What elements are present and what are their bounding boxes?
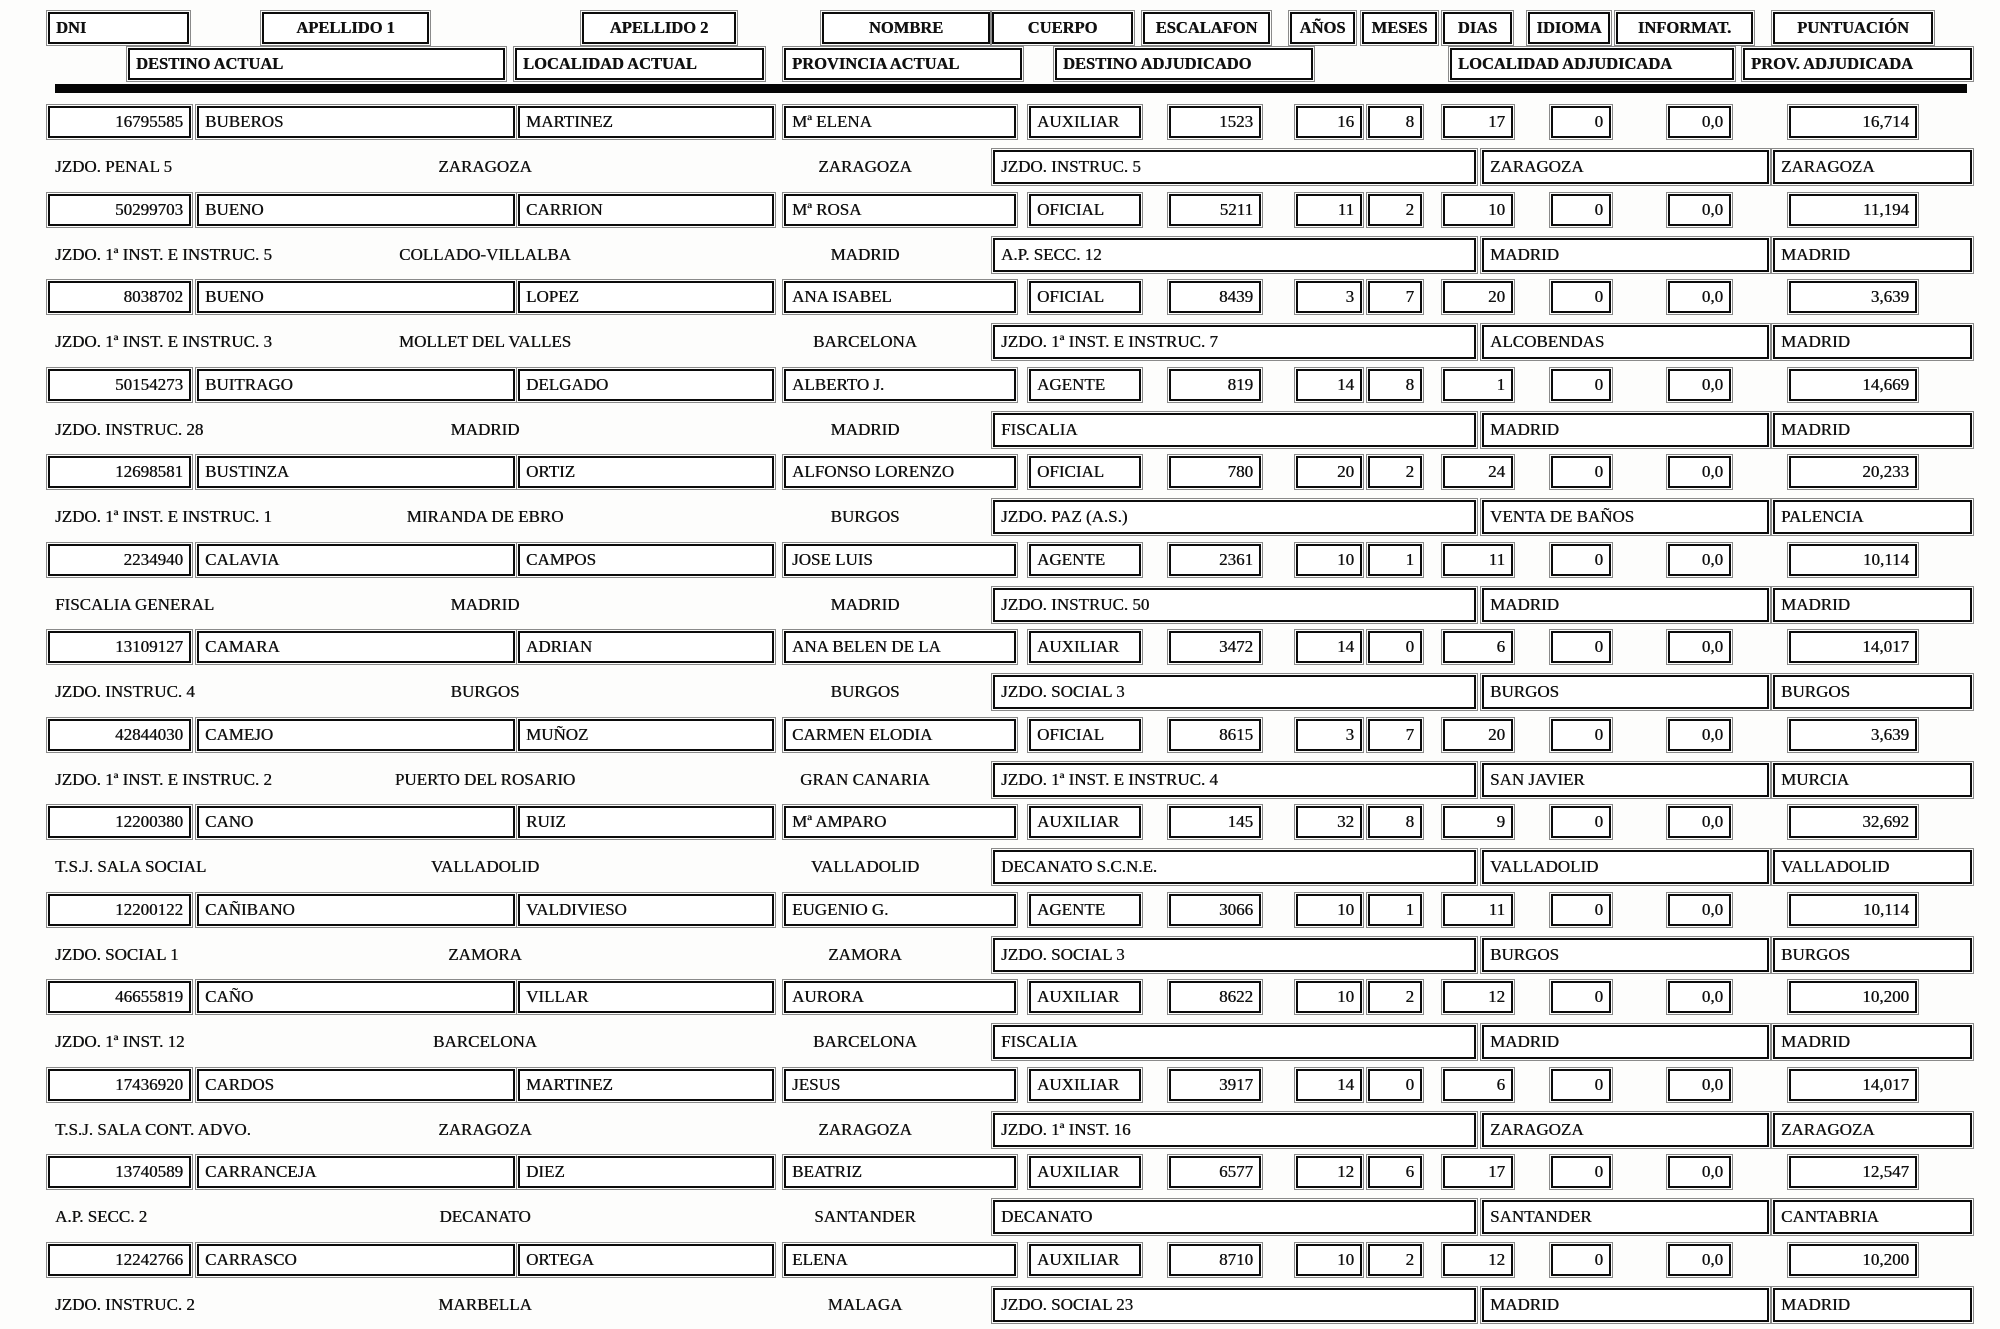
apellido2-value: VILLAR xyxy=(518,981,774,1013)
nombre-value: Mª ELENA xyxy=(784,106,1016,138)
nombre-value: Mª ROSA xyxy=(784,194,1016,226)
informat-value: 0,0 xyxy=(1668,1069,1731,1101)
provincia-actual-value: BURGOS xyxy=(830,507,900,526)
escalafon-value: 1523 xyxy=(1169,106,1261,138)
destino-actual-value: JZDO. 1ª INST. E INSTRUC. 1 xyxy=(55,507,272,526)
cuerpo-value: AUXILIAR xyxy=(1029,1069,1141,1101)
idioma-value: 0 xyxy=(1551,281,1611,313)
anos-value: 11 xyxy=(1296,194,1362,226)
meses-value: 7 xyxy=(1368,719,1422,751)
puntuacion-value: 10,200 xyxy=(1789,1244,1917,1276)
meses-value: 0 xyxy=(1368,1069,1422,1101)
localidad-adjudicada-value: SAN JAVIER xyxy=(1482,763,1769,797)
idioma-value: 0 xyxy=(1551,106,1611,138)
provincia-actual-value: VALLADOLID xyxy=(810,857,920,876)
informat-value: 0,0 xyxy=(1668,106,1731,138)
prov-adjudicada-value: MADRID xyxy=(1773,413,1972,447)
header-destino-actual: DESTINO ACTUAL xyxy=(128,48,505,80)
anos-value: 3 xyxy=(1296,281,1362,313)
header-prov-adjudicada: PROV. ADJUDICADA xyxy=(1743,48,1972,80)
dias-value: 17 xyxy=(1443,106,1513,138)
idioma-value: 0 xyxy=(1551,631,1611,663)
puntuacion-value: 16,714 xyxy=(1789,106,1917,138)
dni-value: 50154273 xyxy=(48,369,191,401)
destino-adjudicado-value: JZDO. 1ª INST. E INSTRUC. 7 xyxy=(993,325,1476,359)
localidad-actual-value: COLLADO-VILLALBA xyxy=(399,244,571,264)
escalafon-value: 8622 xyxy=(1169,981,1261,1013)
destino-actual-value: JZDO. 1ª INST. E INSTRUC. 2 xyxy=(55,769,272,789)
informat-value: 0,0 xyxy=(1668,1244,1731,1276)
localidad-adjudicada-value: SANTANDER xyxy=(1482,1200,1769,1234)
puntuacion-value: 10,200 xyxy=(1789,981,1917,1013)
destino-adjudicado-value: JZDO. 1ª INST. 16 xyxy=(993,1113,1476,1147)
cuerpo-value: OFICIAL xyxy=(1029,281,1141,313)
provincia-actual-value: ZARAGOZA xyxy=(818,157,912,176)
informat-value: 0,0 xyxy=(1668,456,1731,488)
nombre-value: ANA BELEN DE LA xyxy=(784,631,1016,663)
informat-value: 0,0 xyxy=(1668,369,1731,401)
meses-value: 6 xyxy=(1368,1156,1422,1188)
nombre-value: CARMEN ELODIA xyxy=(784,719,1016,751)
localidad-adjudicada-value: MADRID xyxy=(1482,588,1769,622)
localidad-actual-value: PUERTO DEL ROSARIO xyxy=(394,769,576,789)
localidad-actual-value: MOLLET DEL VALLES xyxy=(398,332,572,351)
localidad-actual-value: ZAMORA xyxy=(448,944,522,964)
localidad-adjudicada-value: MADRID xyxy=(1482,1025,1769,1059)
destino-actual-value: T.S.J. SALA SOCIAL xyxy=(55,857,207,876)
provincia-actual-value: ZAMORA xyxy=(828,944,902,964)
header-provincia-actual: PROVINCIA ACTUAL xyxy=(784,48,1022,80)
destino-adjudicado-value: JZDO. SOCIAL 23 xyxy=(993,1288,1476,1322)
header-dias: DIAS xyxy=(1443,12,1512,44)
provincia-actual-value: BURGOS xyxy=(830,682,900,701)
cuerpo-value: OFICIAL xyxy=(1029,719,1141,751)
prov-adjudicada-value: MURCIA xyxy=(1773,763,1972,797)
apellido1-value: CANO xyxy=(197,806,515,838)
table-row xyxy=(0,96,2000,184)
prov-adjudicada-value: ZARAGOZA xyxy=(1773,1113,1972,1147)
idioma-value: 0 xyxy=(1551,719,1611,751)
localidad-adjudicada-value: VALLADOLID xyxy=(1482,850,1769,884)
table-row xyxy=(0,796,2000,884)
header-localidad-adjudicada: LOCALIDAD ADJUDICADA xyxy=(1450,48,1734,80)
anos-value: 14 xyxy=(1296,631,1362,663)
dias-value: 20 xyxy=(1443,281,1513,313)
puntuacion-value: 32,692 xyxy=(1789,806,1917,838)
header-destino-adjudicado: DESTINO ADJUDICADO xyxy=(1055,48,1313,80)
localidad-adjudicada-value: BURGOS xyxy=(1482,675,1769,709)
provincia-actual-value: MADRID xyxy=(830,419,900,439)
apellido1-value: CAÑO xyxy=(197,981,515,1013)
idioma-value: 0 xyxy=(1551,544,1611,576)
dias-value: 10 xyxy=(1443,194,1513,226)
puntuacion-value: 14,669 xyxy=(1789,369,1917,401)
apellido1-value: BUSTINZA xyxy=(197,456,515,488)
table-row xyxy=(0,1059,2000,1147)
apellido2-value: VALDIVIESO xyxy=(518,894,774,926)
dias-value: 24 xyxy=(1443,456,1513,488)
puntuacion-value: 10,114 xyxy=(1789,544,1917,576)
cuerpo-value: AGENTE xyxy=(1029,369,1141,401)
puntuacion-value: 14,017 xyxy=(1789,1069,1917,1101)
anos-value: 10 xyxy=(1296,1244,1362,1276)
header-informat: INFORMAT. xyxy=(1616,12,1753,44)
destino-adjudicado-value: JZDO. SOCIAL 3 xyxy=(993,938,1476,972)
header-nombre: NOMBRE xyxy=(822,12,990,44)
informat-value: 0,0 xyxy=(1668,806,1731,838)
destino-actual-value: JZDO. INSTRUC. 4 xyxy=(55,682,195,701)
destino-actual-value: JZDO. PENAL 5 xyxy=(55,157,172,176)
meses-value: 2 xyxy=(1368,194,1422,226)
dni-value: 2234940 xyxy=(48,544,191,576)
informat-value: 0,0 xyxy=(1668,631,1731,663)
cuerpo-value: AUXILIAR xyxy=(1029,106,1141,138)
provincia-actual-value: ZARAGOZA xyxy=(818,1119,912,1139)
informat-value: 0,0 xyxy=(1668,281,1731,313)
table-row xyxy=(0,884,2000,972)
apellido1-value: CAMEJO xyxy=(197,719,515,751)
nombre-value: ELENA xyxy=(784,1244,1016,1276)
header-idioma: IDIOMA xyxy=(1528,12,1610,44)
anos-value: 10 xyxy=(1296,544,1362,576)
table-row xyxy=(0,709,2000,797)
meses-value: 2 xyxy=(1368,456,1422,488)
provincia-actual-value: MADRID xyxy=(830,244,900,264)
destino-adjudicado-value: A.P. SECC. 12 xyxy=(993,238,1476,272)
nombre-value: EUGENIO G. xyxy=(784,894,1016,926)
header-apellido2: APELLIDO 2 xyxy=(582,12,736,44)
meses-value: 1 xyxy=(1368,894,1422,926)
puntuacion-value: 3,639 xyxy=(1789,281,1917,313)
localidad-adjudicada-value: MADRID xyxy=(1482,1288,1769,1322)
localidad-actual-value: BURGOS xyxy=(450,682,520,701)
nombre-value: AURORA xyxy=(784,981,1016,1013)
cuerpo-value: AUXILIAR xyxy=(1029,1156,1141,1188)
escalafon-value: 145 xyxy=(1169,806,1261,838)
dni-value: 8038702 xyxy=(48,281,191,313)
apellido1-value: CARDOS xyxy=(197,1069,515,1101)
nombre-value: ALBERTO J. xyxy=(784,369,1016,401)
nombre-value: JESUS xyxy=(784,1069,1016,1101)
prov-adjudicada-value: VALLADOLID xyxy=(1773,850,1972,884)
dni-value: 50299703 xyxy=(48,194,191,226)
cuerpo-value: AGENTE xyxy=(1029,544,1141,576)
apellido1-value: CARRASCO xyxy=(197,1244,515,1276)
prov-adjudicada-value: BURGOS xyxy=(1773,938,1972,972)
table-row xyxy=(0,184,2000,272)
localidad-actual-value: MIRANDA DE EBRO xyxy=(406,507,564,526)
apellido1-value: BUITRAGO xyxy=(197,369,515,401)
header-dni: DNI xyxy=(48,12,189,44)
destino-adjudicado-value: DECANATO S.C.N.E. xyxy=(993,850,1476,884)
idioma-value: 0 xyxy=(1551,1069,1611,1101)
nombre-value: ALFONSO LORENZO xyxy=(784,456,1016,488)
puntuacion-value: 20,233 xyxy=(1789,456,1917,488)
dni-value: 17436920 xyxy=(48,1069,191,1101)
anos-value: 12 xyxy=(1296,1156,1362,1188)
header-cuerpo: CUERPO xyxy=(992,12,1133,44)
prov-adjudicada-value: MADRID xyxy=(1773,325,1972,359)
header-meses: MESES xyxy=(1362,12,1437,44)
escalafon-value: 2361 xyxy=(1169,544,1261,576)
dias-value: 12 xyxy=(1443,1244,1513,1276)
cuerpo-value: AGENTE xyxy=(1029,894,1141,926)
table-row xyxy=(0,1146,2000,1234)
localidad-actual-value: MADRID xyxy=(450,594,520,614)
prov-adjudicada-value: MADRID xyxy=(1773,1025,1972,1059)
localidad-actual-value: MARBELLA xyxy=(438,1294,532,1314)
destino-adjudicado-value: JZDO. 1ª INST. E INSTRUC. 4 xyxy=(993,763,1476,797)
cuerpo-value: AUXILIAR xyxy=(1029,806,1141,838)
localidad-adjudicada-value: VENTA DE BAÑOS xyxy=(1482,500,1769,534)
cuerpo-value: OFICIAL xyxy=(1029,456,1141,488)
informat-value: 0,0 xyxy=(1668,894,1731,926)
destino-adjudicado-value: DECANATO xyxy=(993,1200,1476,1234)
puntuacion-value: 3,639 xyxy=(1789,719,1917,751)
escalafon-value: 6577 xyxy=(1169,1156,1261,1188)
anos-value: 10 xyxy=(1296,981,1362,1013)
dias-value: 11 xyxy=(1443,894,1513,926)
anos-value: 3 xyxy=(1296,719,1362,751)
anos-value: 14 xyxy=(1296,369,1362,401)
destino-actual-value: JZDO. 1ª INST. E INSTRUC. 5 xyxy=(55,244,272,264)
dni-value: 12698581 xyxy=(48,456,191,488)
dias-value: 6 xyxy=(1443,1069,1513,1101)
prov-adjudicada-value: MADRID xyxy=(1773,588,1972,622)
nombre-value: Mª AMPARO xyxy=(784,806,1016,838)
escalafon-value: 780 xyxy=(1169,456,1261,488)
cuerpo-value: AUXILIAR xyxy=(1029,631,1141,663)
header-escalafon: ESCALAFON xyxy=(1143,12,1270,44)
provincia-actual-value: MALAGA xyxy=(827,1294,903,1314)
table-row xyxy=(0,971,2000,1059)
meses-value: 8 xyxy=(1368,369,1422,401)
anos-value: 20 xyxy=(1296,456,1362,488)
destino-adjudicado-value: JZDO. SOCIAL 3 xyxy=(993,675,1476,709)
localidad-actual-value: VALLADOLID xyxy=(430,857,540,876)
dias-value: 11 xyxy=(1443,544,1513,576)
prov-adjudicada-value: ZARAGOZA xyxy=(1773,150,1972,184)
destino-actual-value: JZDO. SOCIAL 1 xyxy=(55,944,179,964)
table-row xyxy=(0,359,2000,447)
table-row xyxy=(0,446,2000,534)
meses-value: 8 xyxy=(1368,806,1422,838)
puntuacion-value: 10,114 xyxy=(1789,894,1917,926)
prov-adjudicada-value: BURGOS xyxy=(1773,675,1972,709)
header-puntuacion: PUNTUACIÓN xyxy=(1773,12,1933,44)
localidad-adjudicada-value: ZARAGOZA xyxy=(1482,150,1769,184)
table-row xyxy=(0,621,2000,709)
informat-value: 0,0 xyxy=(1668,981,1731,1013)
anos-value: 16 xyxy=(1296,106,1362,138)
destino-actual-value: T.S.J. SALA CONT. ADVO. xyxy=(55,1119,251,1139)
apellido2-value: DELGADO xyxy=(518,369,774,401)
destino-adjudicado-value: FISCALIA xyxy=(993,1025,1476,1059)
meses-value: 1 xyxy=(1368,544,1422,576)
puntuacion-value: 11,194 xyxy=(1789,194,1917,226)
destino-adjudicado-value: JZDO. INSTRUC. 50 xyxy=(993,588,1476,622)
meses-value: 8 xyxy=(1368,106,1422,138)
prov-adjudicada-value: MADRID xyxy=(1773,238,1972,272)
localidad-actual-value: DECANATO xyxy=(439,1207,531,1226)
apellido1-value: BUENO xyxy=(197,194,515,226)
dni-value: 46655819 xyxy=(48,981,191,1013)
table-row xyxy=(0,1234,2000,1322)
localidad-adjudicada-value: MADRID xyxy=(1482,413,1769,447)
provincia-actual-value: GRAN CANARIA xyxy=(800,769,930,789)
apellido2-value: MUÑOZ xyxy=(518,719,774,751)
idioma-value: 0 xyxy=(1551,194,1611,226)
apellido2-value: RUIZ xyxy=(518,806,774,838)
informat-value: 0,0 xyxy=(1668,719,1731,751)
dni-value: 42844030 xyxy=(48,719,191,751)
idioma-value: 0 xyxy=(1551,1244,1611,1276)
destino-adjudicado-value: JZDO. INSTRUC. 5 xyxy=(993,150,1476,184)
anos-value: 32 xyxy=(1296,806,1362,838)
escalafon-value: 8710 xyxy=(1169,1244,1261,1276)
dni-value: 12200122 xyxy=(48,894,191,926)
localidad-actual-value: ZARAGOZA xyxy=(438,157,532,176)
cuerpo-value: AUXILIAR xyxy=(1029,1244,1141,1276)
idioma-value: 0 xyxy=(1551,806,1611,838)
nombre-value: JOSE LUIS xyxy=(784,544,1016,576)
dias-value: 6 xyxy=(1443,631,1513,663)
meses-value: 2 xyxy=(1368,981,1422,1013)
apellido2-value: ORTIZ xyxy=(518,456,774,488)
dni-value: 13109127 xyxy=(48,631,191,663)
informat-value: 0,0 xyxy=(1668,1156,1731,1188)
destino-actual-value: JZDO. INSTRUC. 28 xyxy=(55,419,204,439)
apellido1-value: CAMARA xyxy=(197,631,515,663)
prov-adjudicada-value: CANTABRIA xyxy=(1773,1200,1972,1234)
anos-value: 14 xyxy=(1296,1069,1362,1101)
dias-value: 1 xyxy=(1443,369,1513,401)
cuerpo-value: AUXILIAR xyxy=(1029,981,1141,1013)
localidad-adjudicada-value: ALCOBENDAS xyxy=(1482,325,1769,359)
nombre-value: ANA ISABEL xyxy=(784,281,1016,313)
informat-value: 0,0 xyxy=(1668,544,1731,576)
table-row xyxy=(0,271,2000,359)
anos-value: 10 xyxy=(1296,894,1362,926)
apellido2-value: CAMPOS xyxy=(518,544,774,576)
idioma-value: 0 xyxy=(1551,981,1611,1013)
table-row xyxy=(0,534,2000,622)
escalafon-value: 8439 xyxy=(1169,281,1261,313)
destino-actual-value: A.P. SECC. 2 xyxy=(55,1207,148,1226)
apellido1-value: CARRANCEJA xyxy=(197,1156,515,1188)
dias-value: 17 xyxy=(1443,1156,1513,1188)
dni-value: 13740589 xyxy=(48,1156,191,1188)
dni-value: 12200380 xyxy=(48,806,191,838)
apellido2-value: MARTINEZ xyxy=(518,106,774,138)
destino-actual-value: JZDO. 1ª INST. 12 xyxy=(55,1032,185,1051)
header-divider-rule xyxy=(55,84,1967,93)
provincia-actual-value: BARCELONA xyxy=(813,332,917,351)
localidad-actual-value: ZARAGOZA xyxy=(438,1119,532,1139)
idioma-value: 0 xyxy=(1551,894,1611,926)
nombre-value: BEATRIZ xyxy=(784,1156,1016,1188)
informat-value: 0,0 xyxy=(1668,194,1731,226)
dni-value: 12242766 xyxy=(48,1244,191,1276)
localidad-actual-value: MADRID xyxy=(450,419,520,439)
escalafon-value: 5211 xyxy=(1169,194,1261,226)
meses-value: 7 xyxy=(1368,281,1422,313)
header-apellido1: APELLIDO 1 xyxy=(262,12,429,44)
apellido1-value: CALAVIA xyxy=(197,544,515,576)
escalafon-value: 3917 xyxy=(1169,1069,1261,1101)
provincia-actual-value: SANTANDER xyxy=(814,1207,916,1226)
provincia-actual-value: BARCELONA xyxy=(813,1032,917,1051)
apellido2-value: MARTINEZ xyxy=(518,1069,774,1101)
header-localidad-actual: LOCALIDAD ACTUAL xyxy=(515,48,764,80)
cuerpo-value: OFICIAL xyxy=(1029,194,1141,226)
dias-value: 20 xyxy=(1443,719,1513,751)
meses-value: 2 xyxy=(1368,1244,1422,1276)
prov-adjudicada-value: PALENCIA xyxy=(1773,500,1972,534)
dias-value: 9 xyxy=(1443,806,1513,838)
puntuacion-value: 14,017 xyxy=(1789,631,1917,663)
meses-value: 0 xyxy=(1368,631,1422,663)
destino-actual-value: FISCALIA GENERAL xyxy=(55,594,215,614)
prov-adjudicada-value: MADRID xyxy=(1773,1288,1972,1322)
escalafon-value: 3066 xyxy=(1169,894,1261,926)
destino-adjudicado-value: JZDO. PAZ (A.S.) xyxy=(993,500,1476,534)
dni-value: 16795585 xyxy=(48,106,191,138)
localidad-adjudicada-value: ZARAGOZA xyxy=(1482,1113,1769,1147)
localidad-actual-value: BARCELONA xyxy=(433,1032,537,1051)
destino-actual-value: JZDO. 1ª INST. E INSTRUC. 3 xyxy=(55,332,272,351)
destino-actual-value: JZDO. INSTRUC. 2 xyxy=(55,1294,195,1314)
idioma-value: 0 xyxy=(1551,369,1611,401)
apellido2-value: ORTEGA xyxy=(518,1244,774,1276)
header-anos: AÑOS xyxy=(1290,12,1355,44)
apellido2-value: DIEZ xyxy=(518,1156,774,1188)
escalafon-value: 819 xyxy=(1169,369,1261,401)
apellido2-value: ADRIAN xyxy=(518,631,774,663)
dias-value: 12 xyxy=(1443,981,1513,1013)
apellido2-value: CARRION xyxy=(518,194,774,226)
apellido1-value: CAÑIBANO xyxy=(197,894,515,926)
localidad-adjudicada-value: MADRID xyxy=(1482,238,1769,272)
provincia-actual-value: MADRID xyxy=(830,594,900,614)
idioma-value: 0 xyxy=(1551,1156,1611,1188)
apellido1-value: BUENO xyxy=(197,281,515,313)
puntuacion-value: 12,547 xyxy=(1789,1156,1917,1188)
idioma-value: 0 xyxy=(1551,456,1611,488)
apellido1-value: BUBEROS xyxy=(197,106,515,138)
escalafon-value: 3472 xyxy=(1169,631,1261,663)
escalafon-value: 8615 xyxy=(1169,719,1261,751)
apellido2-value: LOPEZ xyxy=(518,281,774,313)
destino-adjudicado-value: FISCALIA xyxy=(993,413,1476,447)
localidad-adjudicada-value: BURGOS xyxy=(1482,938,1769,972)
